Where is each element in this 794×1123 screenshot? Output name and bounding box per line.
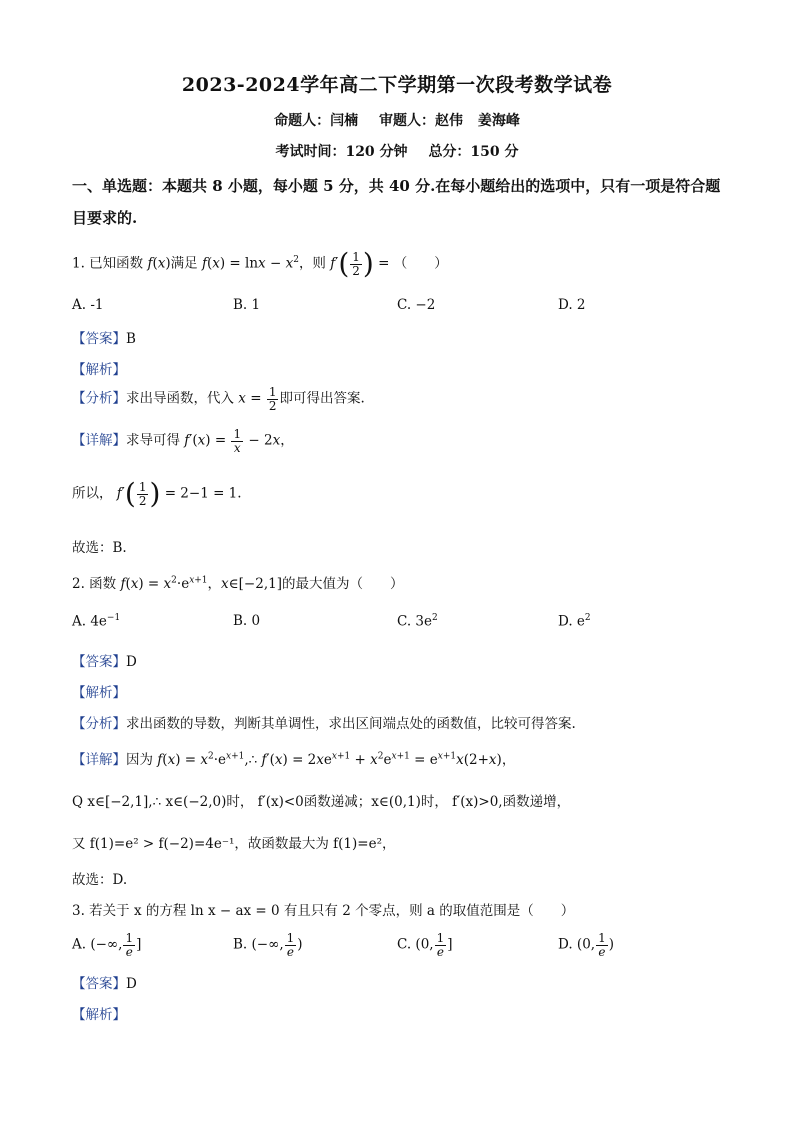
page-title: 2023-2024学年高二下学期第一次段考数学试卷 — [181, 74, 613, 96]
exam-info-line — [0, 141, 794, 161]
q2-fenxi: 【分析】求出函数的导数，判断其单调性，求出区间端点处的函数值，比较可得答案. — [72, 716, 576, 732]
q1-choice: 故选：B. — [72, 540, 127, 556]
question-3: 3. 若关于 x 的方程 ln x − ax = 0 有且只有 2 个零点，则 a 的取值范围是（ ） — [72, 903, 575, 919]
q2-option-b: B. 0 — [233, 613, 261, 629]
q3-analysis-label: 【解析】 — [72, 1007, 126, 1023]
question-2: 2. 函数 $f(x) = x^2\cdot e^{x+1}$，x∈[−2,1]的最大值为（ ） — [72, 575, 404, 592]
q3-option-c: C. (0, $\frac{1}{e}$ ] — [397, 931, 453, 959]
author-line — [0, 110, 794, 130]
question-1: 1. 已知函数 f(x)满足 $f(x) = \ln x - x^2$，则 f′( $\frac{1}{2}$ ) = （ ） — [72, 247, 448, 280]
total-score: 总分：150 分 — [428, 144, 519, 160]
q2-compare: 又 f(1)=e² > f(−2)=4e⁻¹，故函数最大为 f(1)=e²， — [72, 836, 396, 852]
q3-option-b: B. (−∞, $\frac{1}{e}$ ) — [233, 931, 303, 959]
q2-answer: 【答案】D — [72, 654, 137, 670]
q3-answer: 【答案】D — [72, 976, 137, 992]
q2-choice: 故选：D. — [72, 872, 128, 888]
q1-analysis-label: 【解析】 — [72, 362, 126, 378]
author: 命题人：闫楠 — [274, 113, 359, 129]
q2-option-d: D. $e^2$ — [558, 613, 591, 630]
q3-option-a: A. (−∞, $\frac{1}{e}$ ] — [72, 931, 142, 959]
q2-analysis-label: 【解析】 — [72, 685, 126, 701]
q1-conclusion: 所以， f′( $\frac{1}{2}$ ) = 2−1 = 1. — [72, 477, 242, 510]
section-heading: 一、单选题：本题共 8 小题，每小题 5 分，共 40 分.在每小题给出的选项中，只有一项是符合题目要求的. — [72, 177, 721, 227]
q3-option-d: D. (0, $\frac{1}{e}$ ) — [558, 931, 615, 959]
q1-detail: 【详解】求导可得 f′(x) = $\frac{1}{x}$ − 2x， — [72, 427, 294, 455]
q2-detail: 【详解】因为 $f(x) = x^2\cdot e^{x+1},\therefore$ $f'(x) = 2xe^{x+1} + x^2e^{x+1} = e^{x+1}x(2+x)$， — [72, 751, 516, 768]
q2-option-c: C. $3e^2$ — [397, 613, 438, 630]
exam-time: 考试时间：120 分钟 — [275, 144, 408, 160]
reviewer-2: 姜海峰 — [477, 113, 520, 129]
q1-fenxi: 【分析】求出导函数，代入 x = $\frac{1}{2}$ 即可得出答案. — [72, 385, 365, 413]
q1-option-a: A. -1 — [72, 297, 104, 313]
q2-option-a: A. $4e^{-1}$ — [72, 613, 121, 630]
q1-option-b: B. 1 — [233, 297, 261, 313]
reviewer: 审题人：赵伟 — [379, 113, 463, 129]
q1-option-c: C. −2 — [397, 297, 436, 313]
q1-answer: 【答案】B — [72, 331, 136, 347]
q1-option-d: D. 2 — [558, 297, 586, 313]
q2-monotonic: Q x∈[−2,1],∴ x∈(−2,0)时， f′(x)<0函数递减；x∈(0,1)时， f′(x)>0,函数递增， — [72, 794, 571, 810]
